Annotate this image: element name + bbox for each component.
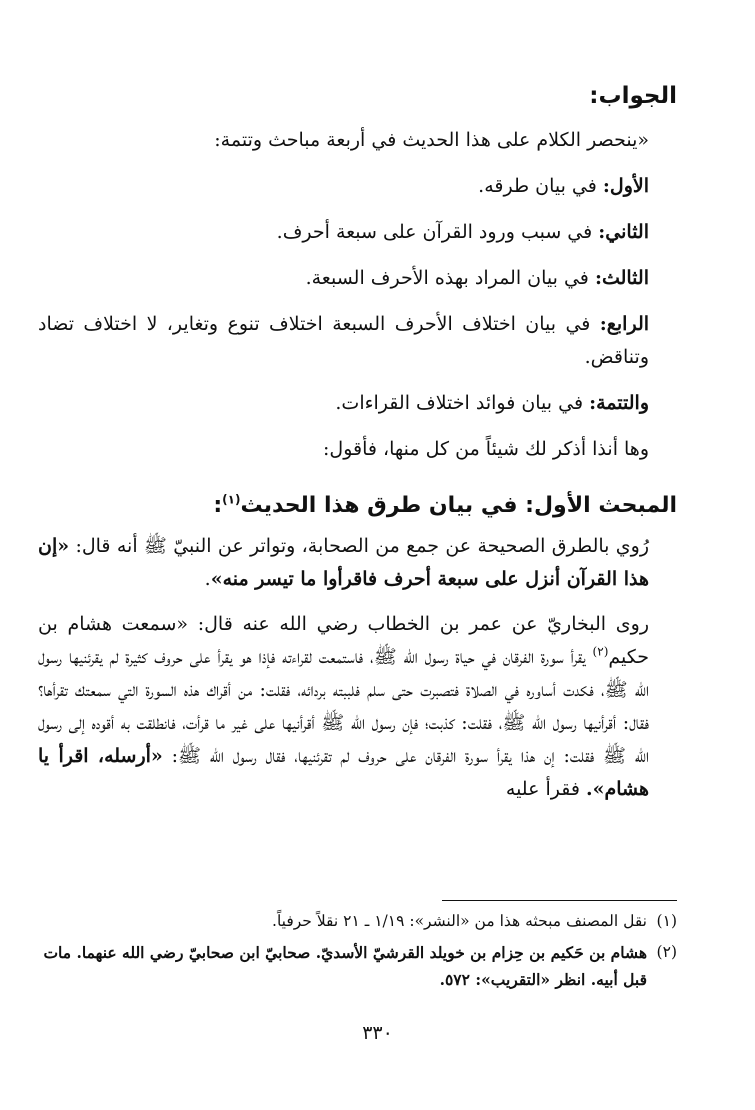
topic-second — [38, 216, 677, 249]
page-body — [38, 78, 677, 806]
intro-paragraph: «ينحصر الكلام على هذا الحديث في أربعة مباحث وتتمة: — [214, 129, 649, 151]
hadith-quote: «إن هذا القرآن أنزل على سبعة أحرف فاقرأوا ما تيسر منه» — [38, 535, 649, 590]
topic-third-text: في بيان المراد بهذه الأحرف السبعة. — [305, 267, 589, 289]
section1-heading-text: المبحث الأول: في بيان طرق هذا الحديث — [240, 493, 677, 518]
page-number: ٣٣٠ — [362, 1022, 393, 1044]
bukhari-text-end: فقرأ عليه — [505, 778, 580, 800]
topic-third-label: الثالث: — [594, 267, 649, 289]
footnote-ref-2[interactable]: (٢) — [592, 644, 609, 659]
narration-paragraph — [38, 530, 677, 596]
footnote-ref-1[interactable]: (١) — [222, 492, 241, 507]
bukhari-text-middle: يقرأ سورة الفرقان في حياة رسول الله ﷺ، فاستمعت لقراءته فإذا هو يقرأ على حروف كثيرة لم يقرئنيها رسول الله ﷺ، فكدت أساوره في الصلاة فتصبرت حتى سلم فلببته بردائه، فقلت: من أقراك هذه السورة التي سمعتك تقرأها؟ فقال: أقرأنيها رسول الله ﷺ، فقلت: كذبت؛ فإن رسول الله ﷺ أقرأنيها على غير ما قرأت، فانطلقت به أقوده إلى رسول الله ﷺ فقلت: إن هذا يقرأ سورة الفرقان على حروف لم تقرئنيها، فقال رسول الله ﷺ: — [38, 646, 649, 767]
bukhari-text-start: روى البخاريّ عن عمر بن الخطاب رضي الله عنه قال: «سمعت هشام بن حكيم — [38, 613, 649, 668]
bukhari-paragraph — [38, 608, 677, 806]
topic-second-text: في سبب ورود القرآن على سبعة أحرف. — [276, 221, 593, 243]
section1-heading — [38, 488, 677, 524]
section1-heading-colon: : — [213, 493, 223, 518]
topic-fourth — [38, 308, 677, 374]
topic-supplement — [38, 387, 677, 420]
footnote-2 — [38, 939, 677, 993]
topic-supplement-label: والتتمة: — [589, 392, 649, 414]
footnotes — [38, 908, 677, 993]
footnote-2-text: هشام بن حَكيم بن حِزام بن خويلد القرشيّ الأسديّ. صحابيّ ابن صحابيّ رضي الله عنهما. مات قبل أبيه. انظر «التقريب»: ٥٧٢. — [43, 943, 647, 989]
narration-end: . — [204, 568, 211, 590]
narration-text: رُوي بالطرق الصحيحة عن جمع من الصحابة، وتواتر عن النبيّ ﷺ أنه قال: — [75, 535, 649, 557]
footnote-1 — [38, 908, 677, 935]
footnote-separator — [442, 900, 677, 901]
prophet-quote: «أرسله، اقرأ يا هشام». — [38, 745, 649, 800]
topic-fourth-label: الرابع: — [599, 313, 650, 335]
footnote-2-number: (٢) — [656, 943, 677, 961]
topic-first-text: في بيان طرقه. — [478, 175, 597, 197]
topic-supplement-text: في بيان فوائد اختلاف القراءات. — [335, 392, 584, 414]
topic-third — [38, 262, 677, 295]
topic-second-label: الثاني: — [598, 221, 649, 243]
closing-paragraph: وها أنذا أذكر لك شيئاً من كل منها، فأقول: — [322, 438, 649, 460]
answer-heading: الجواب: — [589, 83, 677, 109]
topic-first — [38, 170, 677, 203]
footnote-1-text: نقل المصنف مبحثه هذا من «النشر»: ١/١٩ ـ ٢١ نقلاً حرفياً. — [272, 912, 647, 930]
footnote-1-number: (١) — [656, 912, 677, 930]
topic-first-label: الأول: — [602, 175, 649, 197]
topic-fourth-text: في بيان اختلاف الأحرف السبعة اختلاف تنوع وتغاير، لا اختلاف تضاد وتناقض. — [38, 313, 649, 368]
